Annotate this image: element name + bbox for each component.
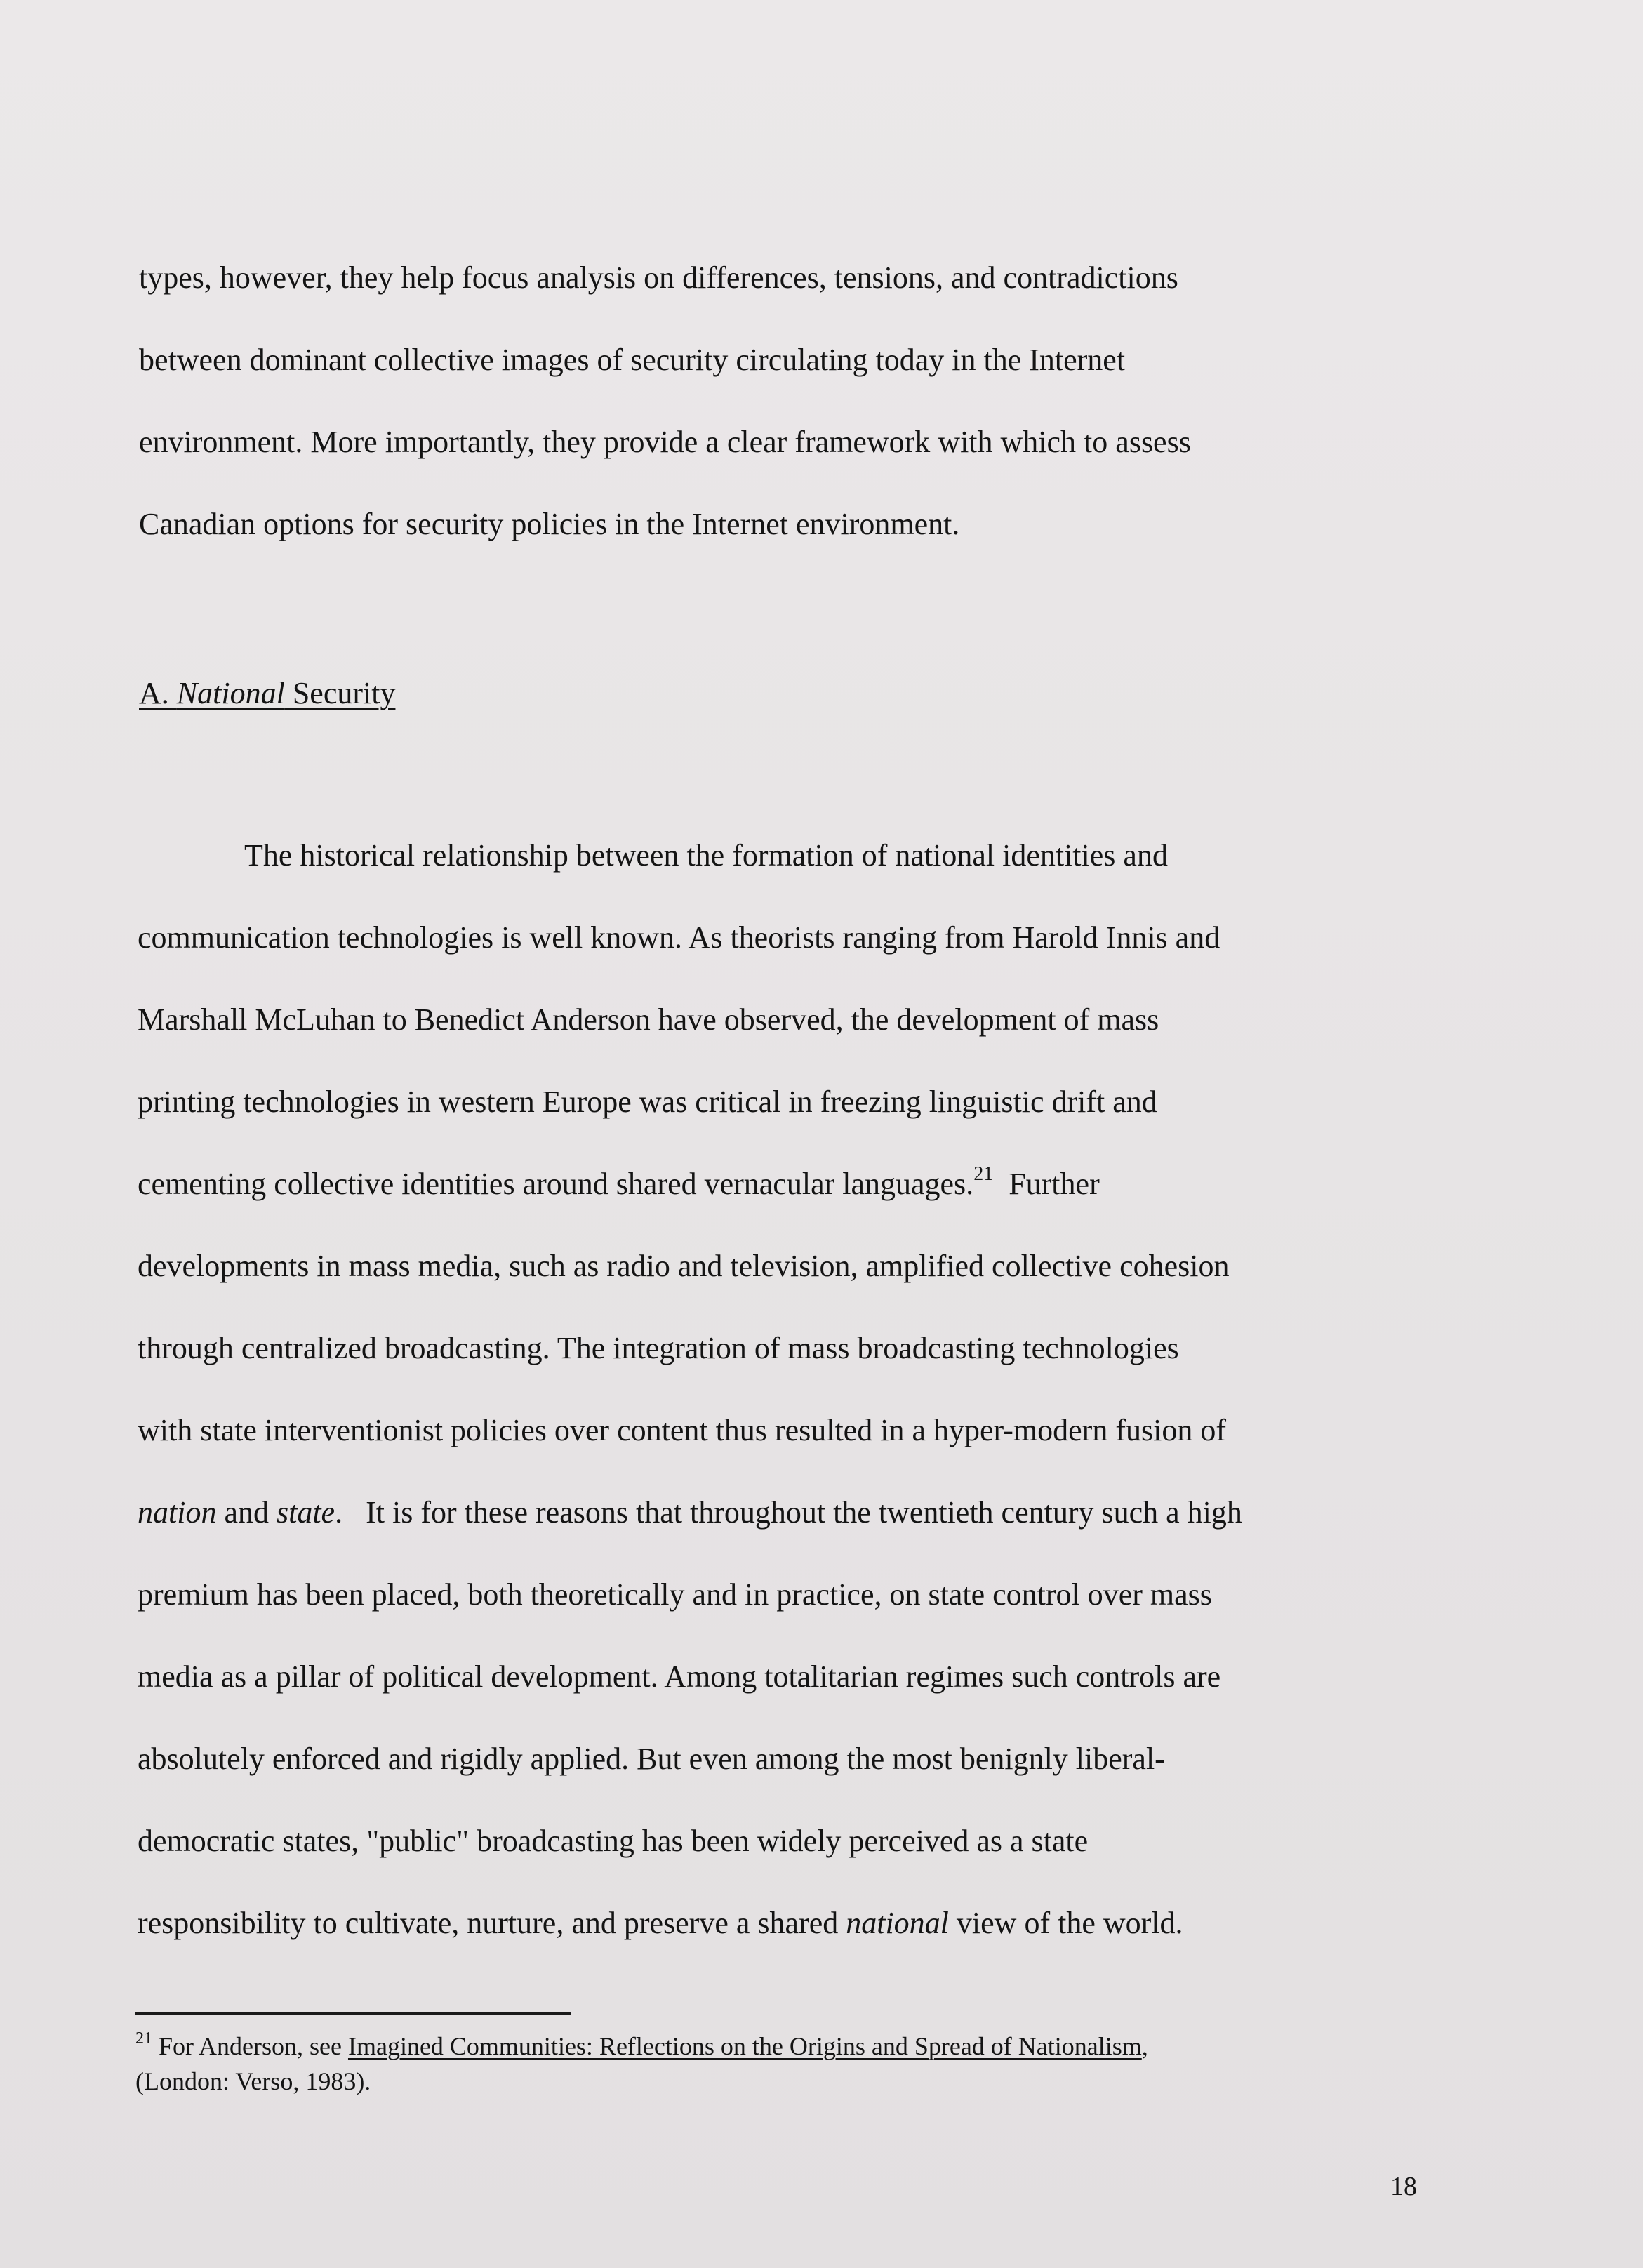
body-line-14-text-end: view of the world. [948, 1906, 1183, 1940]
footnote-21 [135, 2031, 1148, 2061]
intro-line-1: types, however, they help focus analysis on differences, tensions, and contradictions [139, 260, 1178, 295]
body-line-5 [138, 1163, 1100, 1202]
page-number: 18 [1390, 2172, 1417, 2201]
body-line-7: through centralized broadcasting. The integration of mass broadcasting technologies [138, 1331, 1179, 1365]
body-line-8: with state interventionist policies over content thus resulted in a hyper-modern fusion of [138, 1413, 1226, 1447]
body-line-14 [138, 1905, 1183, 1942]
body-line-6: developments in mass media, such as radio and television, amplified collective cohesion [138, 1249, 1230, 1283]
section-heading [139, 675, 395, 712]
footnote-text: For Anderson, see [152, 2032, 348, 2060]
footnote-divider [135, 2012, 571, 2015]
body-line-12: absolutely enforced and rigidly applied. But even among the most benignly liberal- [138, 1742, 1165, 1776]
intro-line-3: environment. More importantly, they provide a clear framework with which to assess [139, 425, 1191, 459]
body-line-4: printing technologies in western Europe was critical in freezing linguistic drift and [138, 1085, 1157, 1119]
body-line-11: media as a pillar of political development. Among totalitarian regimes such controls are [138, 1659, 1221, 1694]
body-line-13: democratic states, "public" broadcasting has been widely perceived as a state [138, 1824, 1089, 1858]
footnote-21-line-2: (London: Verso, 1983). [135, 2067, 371, 2095]
footnote-reference-21: 21 [973, 1163, 994, 1185]
body-line-9 [138, 1494, 1242, 1531]
section-heading-emphasis: National [176, 676, 285, 710]
body-line-1: The historical relationship between the formation of national identities and [244, 838, 1168, 873]
body-line-9-nation: nation [138, 1495, 217, 1530]
body-line-3: Marshall McLuhan to Benedict Anderson have observed, the development of mass [138, 1002, 1159, 1037]
body-line-5-text: cementing collective identities around shared vernacular languages. [138, 1167, 974, 1201]
footnote-book-title: Imagined Communities: Reflections on the Origins and Spread of Nationalism [347, 2032, 1142, 2060]
section-heading-prefix: A. [139, 676, 177, 710]
intro-line-2: between dominant collective images of security circulating today in the Internet [139, 343, 1126, 377]
body-line-9-state: state [276, 1495, 335, 1530]
footnote-comma: , [1141, 2032, 1148, 2060]
footnote-marker: 21 [135, 2029, 152, 2048]
body-line-5-text-end: Further [993, 1167, 1100, 1201]
body-line-9-text: . It is for these reasons that throughout the twentieth century such a high [335, 1495, 1242, 1530]
intro-line-4: Canadian options for security policies in the Internet environment. [139, 507, 960, 541]
body-line-2: communication technologies is well known. As theorists ranging from Harold Innis and [138, 920, 1220, 955]
body-line-14-text: responsibility to cultivate, nurture, and preserve a shared [138, 1906, 846, 1940]
section-heading-suffix: Security [284, 676, 396, 710]
body-line-10: premium has been placed, both theoretically and in practice, on state control over mass [138, 1577, 1212, 1612]
body-line-9-and: and [216, 1495, 277, 1530]
body-line-14-national: national [846, 1906, 949, 1940]
